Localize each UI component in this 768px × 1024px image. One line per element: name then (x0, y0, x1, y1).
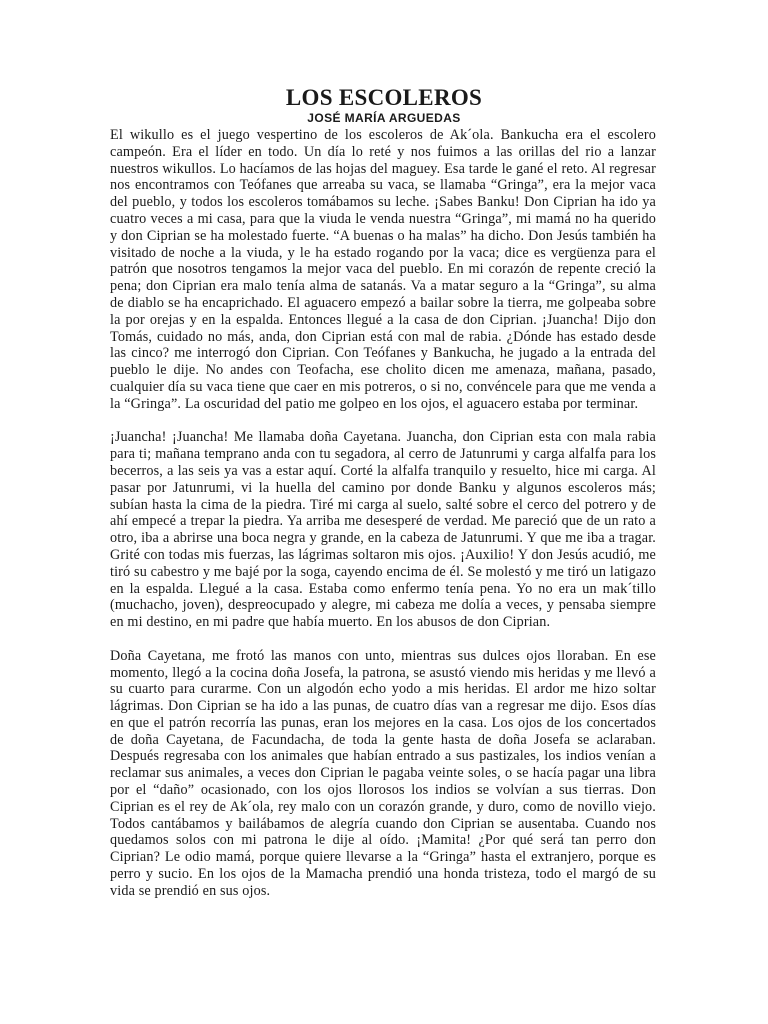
document-author: JOSÉ MARÍA ARGUEDAS (307, 111, 461, 125)
document-title: LOS ESCOLEROS (285, 85, 483, 110)
document-body (110, 127, 656, 900)
paragraph-3: Doña Cayetana, me frotó las manos con unto, mientras sus dulces ojos lloraban. En ese momento, llegó a la cocina doña Josefa, la patrona, se asustó viendo mis heridas y me llevó a su cuarto para curarme. Con un algodón echo yodo a mis heridas. El ardor me hizo soltar lágrimas. Don Ciprian se ha ido a las punas, de cuatro días van a regresar me dijo. Esos días en que el patrón recorría las punas, eran los mejores en la casa. Los ojos de los concertados de doña Cayetana, de Facundacha, de toda la gente hasta de doña Josefa se aclaraban. Después regresaba con los animales que habían entrado a sus pastizales, los indios venían a reclamar sus animales, a veces don Ciprian le pagaba veinte soles, o se hacía pagar una libra por el “daño” ocasionado, con los ojos llorosos los indios se volvían a sus tierras. Don Ciprian es el rey de Ak´ola, rey malo con un corazón grande, y duro, como de novillo viejo. Todos cantábamos y bailábamos de alegría cuando don Ciprian se ausentaba. Cuando nos quedamos solos con mi patrona le dije al oído. ¡Mamita! ¿Por qué será tan perro don Ciprian? Le odio mamá, porque quiere llevarse a la “Gringa” hasta el extranjero, porque es perro y sucio. En los ojos de la Mamacha prendió una honda tristeza, todo el margó de su vida se prendió en sus ojos. (110, 647, 656, 899)
paragraph-2: ¡Juancha! ¡Juancha! Me llamaba doña Cayetana. Juancha, don Ciprian esta con mala rabia para ti; mañana temprano anda con tu segadora, al cerro de Jatunrumi y carga alfalfa para los becerros, a las seis ya vas a estar aquí. Corté la alfalfa tranquilo y resuelto, hice mi carga. Al pasar por Jatunrumi, vi la huella del camino por donde Banku y algunos escoleros más; subían hasta la cima de la piedra. Tiré mi carga al suelo, salté sobre el cerco del potrero y de ahí empecé a trepar la piedra. Ya arriba me desesperé de verdad. Me pareció que de un rato a otro, iba a abrirse una boca negra y grande, en la cabeza de Jatunrumi. Y que me iba a tragar. Grité con todas mis fuerzas, las lágrimas soltaron mis ojos. ¡Auxilio! Y don Jesús acudió, me tiró su cabestro y me bajé por la soga, cayendo encima de él. Se molestó y me tiró un latigazo en la espalda. Llegué a la casa. Estaba como enfermo tenía pena. Yo no era un mak´tillo (muchacho, joven), despreocupado y alegre, mi cabeza me dolía a veces, y pensaba siempre en mi destino, en mi padre que había muerto. En los abusos de don Ciprian. (110, 429, 656, 631)
paragraph-1: El wikullo es el juego vespertino de los escoleros de Ak´ola. Bankucha era el escolero campeón. Era el líder en todo. Un día lo reté y nos fuimos a las orillas del rio a lanzar nuestros wikullos. Lo hacíamos de las hojas del maguey. Esa tarde le gané el reto. Al regresar nos encontramos con Teófanes que arreaba su vaca, se llamaba “Gringa”, era la mejor vaca del pueblo, y todos los escoleros tomábamos su leche. ¡Sabes Banku! Don Ciprian ha ido ya cuatro veces a mi casa, para que la viuda le venda nuestra “Gringa”, mi mamá no ha querido y don Ciprian se ha molestado fuerte. “A buenas o ha malas” ha dicho. Don Jesús también ha visitado de noche a la viuda, y le ha estado rogando por la vaca; dice es vergüenza para el patrón que nosotros tengamos la mejor vaca del pueblo. En mi corazón de repente creció la pena; don Ciprian era malo tenía alma de satanás. Va a matar seguro a la “Gringa”, su alma de diablo se ha encaprichado. El aguacero empezó a bailar sobre la tierra, me golpeaba sobre la por orejas y en la espalda. Entonces llegué a la casa de don Ciprian. ¡Juancha! Dijo don Tomás, cuidado no más, anda, don Ciprian está con mal de rabia. ¿Dónde has estado desde las cinco? me interrogó don Ciprian. Con Teófanes y Bankucha, he jugado a la entrada del pueblo le dije. No andes con Teofacha, ese cholito dicen me amenaza, mañana, pasado, cualquier día su vaca tiene que caer en mis potreros, o si no, convéncele para que me venda a la “Gringa”. La oscuridad del patio me golpeo en los ojos, el aguacero estaba por terminar. (110, 127, 656, 412)
